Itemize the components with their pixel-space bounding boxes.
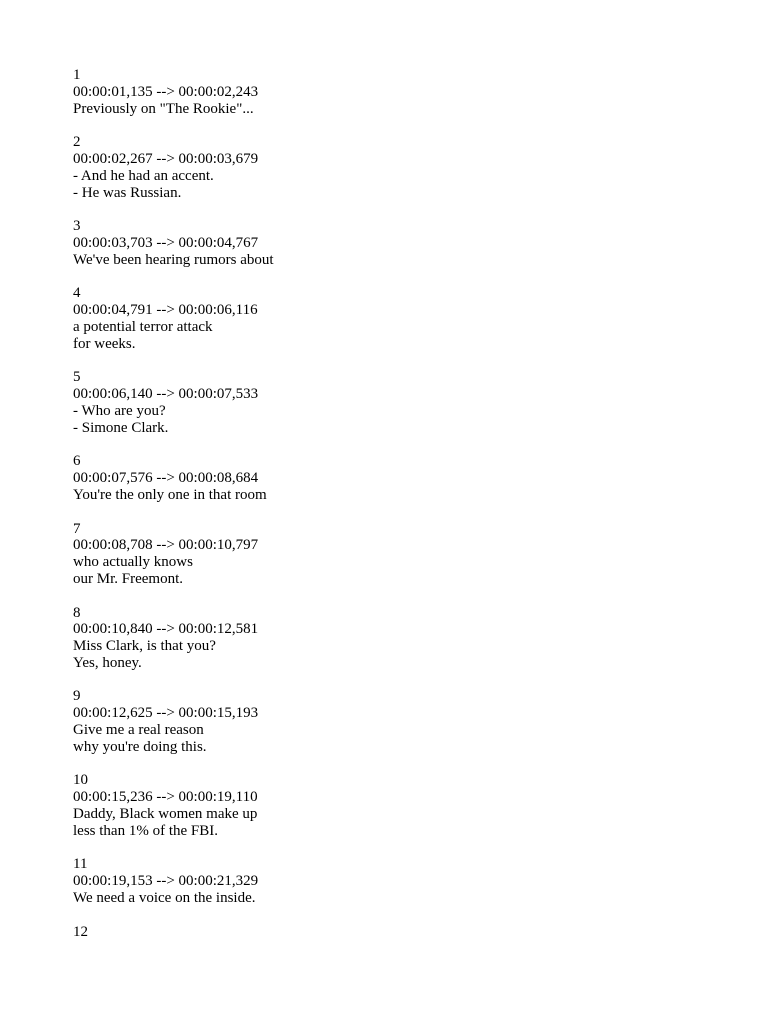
cue-timing: 00:00:02,267 --> 00:00:03,679 bbox=[73, 150, 259, 167]
subtitle-cue bbox=[73, 369, 753, 436]
cue-text-line: Miss Clark, is that you? bbox=[73, 638, 216, 655]
subtitle-cue bbox=[73, 134, 753, 201]
subtitle-cue bbox=[73, 218, 753, 268]
cue-index: 1 bbox=[73, 67, 81, 83]
cue-index: 4 bbox=[73, 285, 81, 302]
cue-text-line: You're the only one in that room bbox=[73, 486, 267, 503]
cue-timing: 00:00:01,135 --> 00:00:02,243 bbox=[73, 83, 259, 100]
cue-text-line: why you're doing this. bbox=[73, 738, 207, 755]
cue-text-line: Previously on "The Rookie"... bbox=[73, 100, 254, 117]
cue-index: 12 bbox=[73, 923, 88, 940]
cue-text-line: less than 1% of the FBI. bbox=[73, 822, 218, 839]
cue-index: 6 bbox=[73, 453, 81, 470]
cue-timing: 00:00:12,625 --> 00:00:15,193 bbox=[73, 705, 259, 722]
cue-timing: 00:00:06,140 --> 00:00:07,533 bbox=[73, 386, 259, 403]
subtitle-cue bbox=[73, 924, 753, 941]
cue-timing: 00:00:03,703 --> 00:00:04,767 bbox=[73, 234, 259, 251]
cue-text-line: - And he had an accent. bbox=[73, 167, 214, 184]
cue-index: 7 bbox=[73, 520, 81, 537]
cue-text-line: for weeks. bbox=[73, 335, 136, 352]
cue-text-line: a potential terror attack bbox=[73, 318, 213, 335]
cue-index: 10 bbox=[73, 772, 88, 789]
cue-index: 11 bbox=[73, 856, 88, 873]
cue-text-line: - He was Russian. bbox=[73, 184, 182, 201]
cue-index: 3 bbox=[73, 218, 81, 235]
subtitle-cue bbox=[73, 453, 753, 503]
cue-index: 2 bbox=[73, 134, 81, 151]
cue-text-line: - Simone Clark. bbox=[73, 419, 169, 436]
cue-text-line: who actually knows bbox=[73, 554, 193, 571]
cue-timing: 00:00:10,840 --> 00:00:12,581 bbox=[73, 621, 259, 638]
cue-timing: 00:00:15,236 --> 00:00:19,110 bbox=[73, 789, 258, 806]
cue-index: 9 bbox=[73, 688, 81, 705]
cue-text-line: We've been hearing rumors about bbox=[73, 251, 274, 268]
cue-text-line: We need a voice on the inside. bbox=[73, 890, 256, 907]
cue-text-line: Daddy, Black women make up bbox=[73, 806, 258, 823]
cue-index: 8 bbox=[73, 604, 81, 621]
cue-text-line: - Who are you? bbox=[73, 402, 166, 419]
cue-text-line: our Mr. Freemont. bbox=[73, 570, 183, 587]
cue-text-line: Give me a real reason bbox=[73, 722, 204, 739]
cue-timing: 00:00:19,153 --> 00:00:21,329 bbox=[73, 873, 259, 890]
subtitle-cue bbox=[73, 688, 753, 755]
cue-timing: 00:00:08,708 --> 00:00:10,797 bbox=[73, 537, 259, 554]
subtitle-cue bbox=[73, 521, 753, 588]
subtitle-cue bbox=[73, 856, 753, 906]
cue-index: 5 bbox=[73, 369, 81, 386]
subtitle-cue bbox=[73, 605, 753, 672]
cue-timing: 00:00:07,576 --> 00:00:08,684 bbox=[73, 470, 259, 487]
subtitle-cue bbox=[73, 285, 753, 352]
cue-text-line: Yes, honey. bbox=[73, 654, 142, 671]
subtitle-document bbox=[73, 67, 753, 957]
cue-timing: 00:00:04,791 --> 00:00:06,116 bbox=[73, 302, 258, 319]
subtitle-cue bbox=[73, 67, 753, 117]
subtitle-cue bbox=[73, 772, 753, 839]
